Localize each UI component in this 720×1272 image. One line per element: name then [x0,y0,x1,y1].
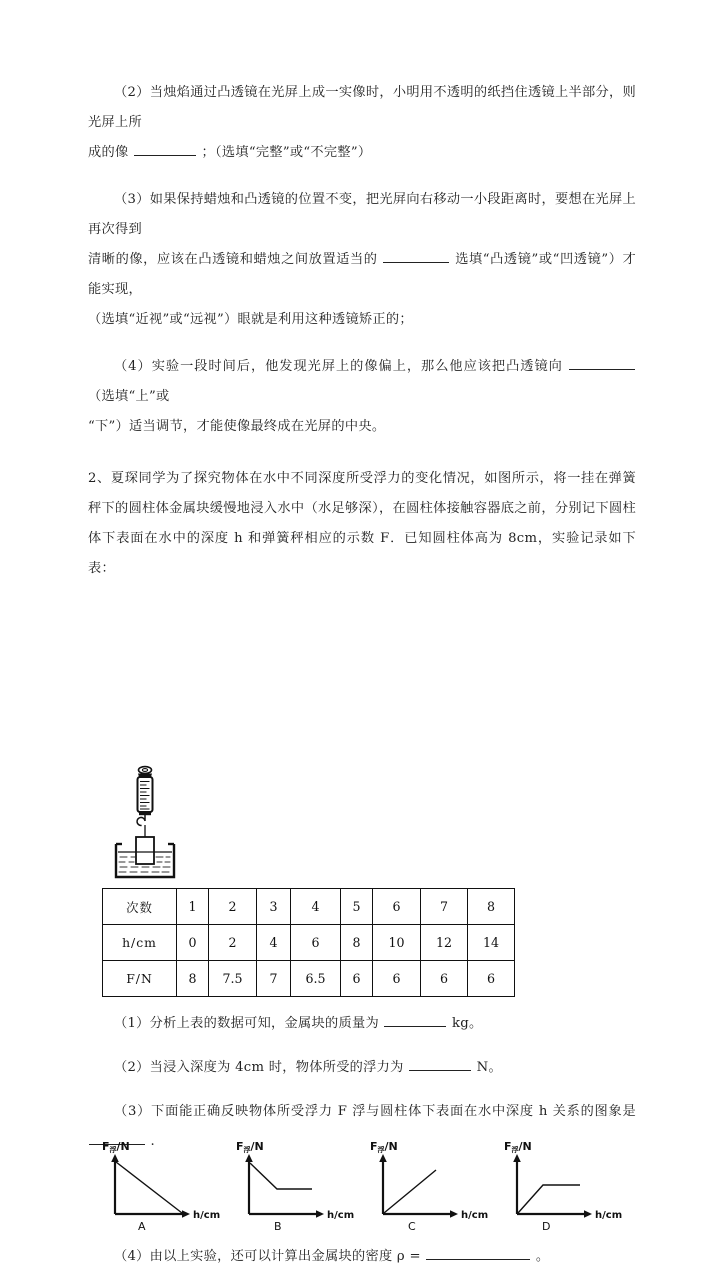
graph-options-row [96,1136,636,1236]
question-4-text-after: （选填“上”或 [88,389,170,404]
table-row [103,961,515,997]
experiment-data-table-wrapper [102,888,514,997]
table-cell: 10 [373,925,421,961]
problem2-block [88,464,636,1264]
table-cell: 8 [177,961,209,997]
graph-a-xlabel: h/cm [193,1210,221,1221]
apparatus-figure [108,764,228,882]
table-cell: 6 [373,889,421,925]
p2-question-1 [88,1009,636,1039]
experiment-data-table [102,888,515,997]
p2-question-1-text-before: （1）分析上表的数据可知，金属块的质量为 [114,1016,379,1031]
graph-option-d[interactable] [498,1136,630,1236]
table-row-header: h/cm [103,925,177,961]
table-cell: 2 [209,889,257,925]
table-cell: 12 [421,925,468,961]
problem2-subquestions [88,1009,636,1157]
problem2-stem: 2、夏琛同学为了探究物体在水中不同深度所受浮力的变化情况，如图所示，将一挂在弹簧秤下的圆柱体金属块缓慢地浸入水中（水足够深），在圆柱体接触容器底之前，分别记下圆柱体下表面在水中的深度 h 和弹簧秤相应的示数 F．已知圆柱体高为 8cm，实验记录如下表： [88,471,636,576]
question-3-line-3: （选填“近视”或“远视”）眼就是利用这种透镜矫正的； [88,312,413,327]
table-cell: 6 [291,925,341,961]
p2-question-4 [88,1242,636,1272]
answer-blank-q3a[interactable] [383,248,449,263]
answer-blank-q2[interactable] [134,141,196,156]
p2-question-3-text-after: . [150,1134,155,1149]
p2-question-4-text-after: 。 [535,1249,550,1264]
table-cell: 4 [291,889,341,925]
question-3-text-before: 清晰的像，应该在凸透镜和蜡烛之间放置适当的 [88,252,378,267]
p2-question-1-text-after: kg。 [451,1016,483,1031]
table-row-header: 次数 [103,889,177,925]
page-content [88,78,636,1264]
table-cell: 14 [468,925,515,961]
table-cell: 8 [468,889,515,925]
graph-d-xlabel: h/cm [595,1210,623,1221]
question-3-text-after: 选填“凸透镜”或“凹透镜”）才能实现， [88,252,636,297]
table-row [103,925,515,961]
table-cell: 7 [257,961,291,997]
table-cell: 6.5 [291,961,341,997]
p2-question-2 [88,1053,636,1083]
graph-option-c[interactable] [364,1136,496,1236]
graph-option-b[interactable] [230,1136,362,1236]
table-cell: 6 [421,961,468,997]
table-cell: 8 [341,925,373,961]
table-cell: 7 [421,889,468,925]
answer-blank-p2q2[interactable] [409,1056,471,1071]
problem1-block [88,78,636,442]
question-2-text-after: ；（选填“完整”或“不完整”） [201,145,372,160]
graph-c-label: C [408,1220,416,1233]
graph-a-label: A [138,1220,146,1233]
question-4-line-2: “下”）适当调节，才能使像最终成在光屏的中央。 [88,419,386,434]
p2-question-3-text-before: （3）下面能正确反映物体所受浮力 F 浮与圆柱体下表面在水中深度 h 关系的图象是 [114,1104,636,1119]
question-2-text-before: 成的像 [88,145,129,160]
table-row-header: F/N [103,961,177,997]
graph-d-ylabel: F浮/N [504,1140,532,1154]
graph-b-label: B [274,1220,282,1233]
problem2-question-4-wrapper [88,1242,636,1272]
graph-b-ylabel: F浮/N [236,1140,264,1154]
graph-c-ylabel: F浮/N [370,1140,398,1154]
answer-blank-p2q1[interactable] [384,1012,446,1027]
question-4-line-1 [88,352,636,412]
table-cell: 5 [341,889,373,925]
graph-d-label: D [542,1220,551,1233]
graph-option-a[interactable] [96,1136,228,1236]
table-cell: 4 [257,925,291,961]
graph-b-xlabel: h/cm [327,1210,355,1221]
p2-question-2-text-before: （2）当浸入深度为 4cm 时，物体所受的浮力为 [114,1060,404,1075]
p2-question-2-text-after: N。 [476,1060,502,1075]
answer-blank-q4[interactable] [569,355,635,370]
table-cell: 1 [177,889,209,925]
table-cell: 3 [257,889,291,925]
question-4-text-before: （4）实验一段时间后，他发现光屏上的像偏上，那么他应该把凸透镜向 [114,359,563,374]
question-3-line-1: （3）如果保持蜡烛和凸透镜的位置不变，把光屏向右移动一小段距离时，要想在光屏上再次得到 [88,192,636,237]
question-2-line-1: （2）当烛焰通过凸透镜在光屏上成一实像时，小明用不透明的纸挡住透镜上半部分，则光屏上所 [88,85,636,130]
table-cell: 6 [373,961,421,997]
table-row [103,889,515,925]
question-2-line-2 [88,138,636,168]
graph-c-xlabel: h/cm [461,1210,489,1221]
graph-a-ylabel: F浮/N [102,1140,130,1154]
p2-question-4-text-before: （4）由以上实验，还可以计算出金属块的密度 ρ = [114,1249,421,1264]
table-cell: 6 [468,961,515,997]
table-cell: 0 [177,925,209,961]
table-cell: 2 [209,925,257,961]
table-cell: 7.5 [209,961,257,997]
answer-blank-p2q4[interactable] [426,1245,530,1260]
question-3-line-2 [88,245,636,305]
table-cell: 6 [341,961,373,997]
